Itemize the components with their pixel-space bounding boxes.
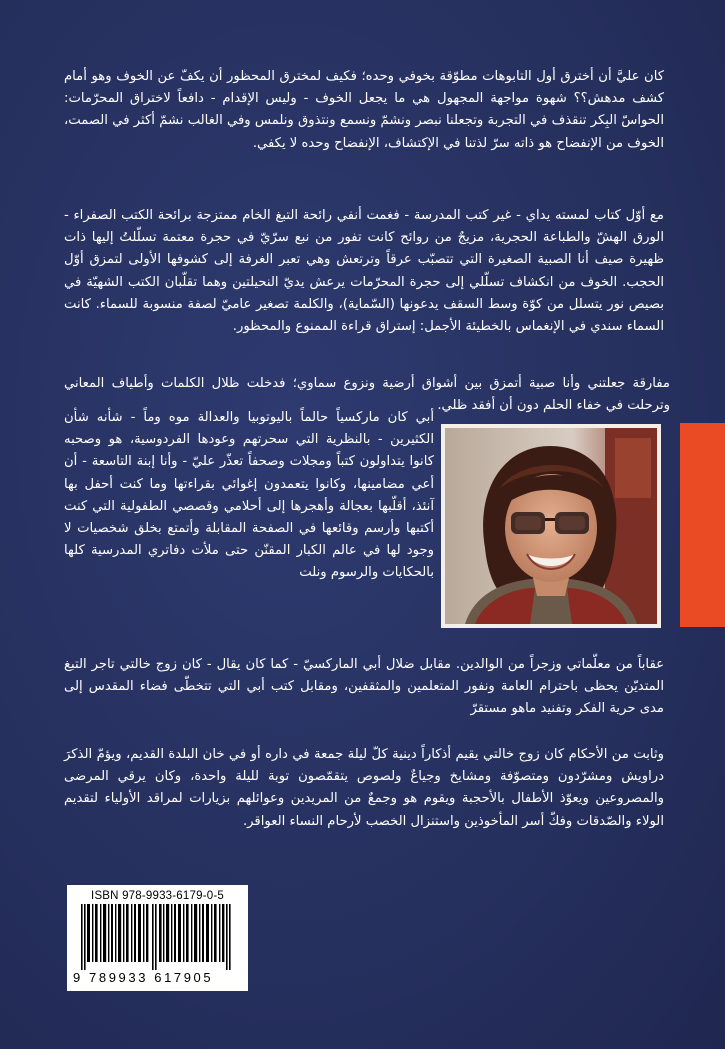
paragraph-6: وثابت من الأحكام كان زوج خالتي يقيم أذكاراً دينية كلّ ليلة جمعة في داره أو في خان البلدة القديم، ويؤمّ الذكرَ دراويش ومشرّدون ومتصوّفة ومشايخ وجياعٌ ولصوص يتقمّصون توبة لليلة واحدة، وكان يرقي المرضى والمصروعين ويعوّذ الأطفال بالأحجبة ويقوم هو وجمعٌ من المريدين وعوائلهم بزيارات لمراقد الأولياء لتقديم الولاء والصّدقات وفكّ أسر المأخوذين واستنزال الخصب لأرحام النساء العواقر.: [64, 747, 664, 829]
author-portrait-image: [445, 428, 657, 624]
barcode-bars: [73, 904, 242, 970]
isbn-barcode: [67, 885, 248, 991]
paragraph-3: مفارقة جعلتني وأنا صبية أتمزق بين أشواق أرضية ونزوع سماوي؛ فدخلت ظلال الكلمات وأطياف المعاني وترحلت في خفاء الحلم دون أن أفقد ظلي.: [64, 376, 670, 414]
paragraph-4: أبي كان ماركسياً حالماً باليوتوبيا والعدالة موه وماً - شأنه شأن الكثيرين - بالنظرية التي سحرتهم وعودها الفردوسية، هو وصحبه كانوا يتداولون كتباً ومجلات وصحفاً تعذّر عليّ - وأنا إبنة التاسعة - أن أعي مضامينها، وكانوا يتعمدون إغوائي بقراءتها وما كنت أحفل بها آنئذ، أقلّبها بعجالة وأهجرها إلى أحلامي وقصصي الطفولية التي كنت أكتبها وأرسم وقائعها في الصفحة المقابلة وأتمتع بخلق شخصيات لا وجود لها في عالم الكبار المقنّن حتى ملأت دفاتري المدرسية كلها بالحكايات والرسوم ونلت: [64, 410, 434, 581]
paragraph-2: مع أوّل كتاب لمسته يداي - غير كتب المدرسة - فغمت أنفي رائحة التبغ الخام ممتزجة برائحة الكتب الصفراء - الورق الهشّ والطباعة الحجرية، مزيجٌ من روائح كانت تفور من نبع سرّيّ في حجرة معتمة تسلّلتُ إليها ذات ظهيرة صيف أنا الصبية الصغيرة التي تتصبّب عرقاً وترتعش وهي تعبر الغرفة إلى كشوفها الأولى لتمزق أوّل الحجب. الخوف من انكشاف تسلّلي إلى حجرة المحرّمات يرعش يديّ النحيلتين وهما تقلّبان الكتب الشهيّة في بصيص نور يتسلل من كوّة وسط السقف يدعونها (السّماية)، والكلمة تصغير عاميّ لصفة منسوبة للسماء. كانت السماء سندي في الإنغماس بالخطيئة الأجمل: إستراق قراءة الممنوع والمحظور.: [64, 208, 664, 335]
paragraph-1: كان عليَّ أن أخترق أول التابوهات مطوّقة بخوفي وحده؛ فكيف لمخترق المحظور أن يكفّ عن الخوف وهو أمام كشف مدهش؟؟ شهوة مواجهة المجهول هي ما يجعل الخوف - وليس الإقدام - دافعاً لاختراق المحرّمات: الحواسّ البِكر تنقذف في التجربة وتجعلنا نبصر ونشمّ ونسمع ونتذوق ونلمس وفي الغالب نشمّ أكثر في الصمت، الخوف من الإنفضاح هو ذاته سرّ لذتنا في الإكتشاف، الإنفضاح وحده لا يكفي.: [64, 69, 664, 151]
red-accent-bar: [680, 423, 725, 627]
isbn-label: ISBN 978-9933-6179-0-5: [91, 890, 224, 902]
author-photo: [441, 424, 661, 628]
ean-digits: 9 789933 617905: [73, 970, 214, 985]
paragraph-5: عقاباً من معلّماتي وزجراً من الوالدين. مقابل ضلال أبي الماركسيّ - كما كان يقال - كان زوج خالتي تاجر التبغ المتديّن يحظى باحترام العامة ونفور المتعلمين والمثقفين، ومقابل كتب أبي التي تتخطّى فضاء المقدس إلى مدى حرية الفكر وتفنيد ماهو مستقرّ: [64, 657, 664, 717]
